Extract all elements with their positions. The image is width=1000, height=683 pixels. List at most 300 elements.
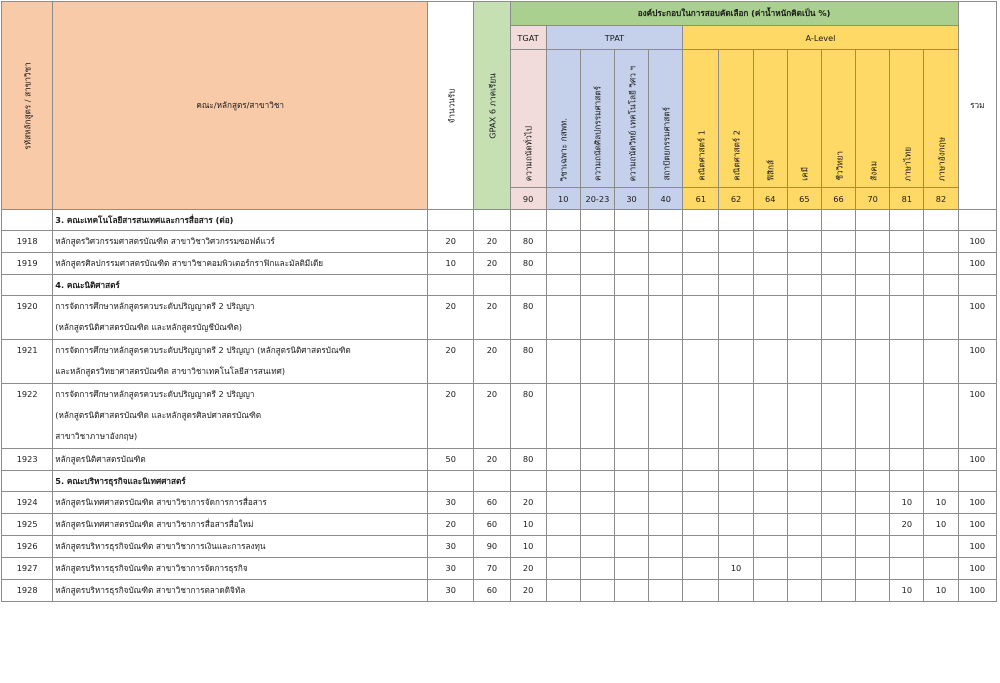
subject-weight <box>614 296 648 340</box>
subject-label: ความถนัดทั่วไป <box>523 125 534 181</box>
header-subject <box>510 50 546 188</box>
subject-weight <box>856 384 890 449</box>
total-weight: 100 <box>958 580 996 602</box>
subject-weight <box>821 231 855 253</box>
subject-weight <box>614 492 648 514</box>
table-row <box>2 492 997 514</box>
header-program-name: คณะ/หลักสูตร/สาขาวิชา <box>53 2 428 210</box>
section-empty-cell <box>719 275 753 296</box>
subject-weight <box>821 580 855 602</box>
subject-weight <box>580 558 614 580</box>
header-subject <box>753 50 787 188</box>
subject-weight <box>821 253 855 275</box>
header-subject <box>924 50 958 188</box>
program-code: 1923 <box>2 449 53 471</box>
subject-weight <box>614 253 648 275</box>
section-empty-cell <box>890 210 924 231</box>
section-row <box>2 471 997 492</box>
program-name <box>53 340 428 384</box>
subject-weight <box>683 449 719 471</box>
subject-weight <box>753 492 787 514</box>
section-empty-cell <box>510 275 546 296</box>
header-subject <box>683 50 719 188</box>
table-row <box>2 558 997 580</box>
section-empty-cell <box>683 275 719 296</box>
subject-weight <box>614 340 648 384</box>
header-subject-code: 10 <box>546 188 580 210</box>
subject-weight <box>546 536 580 558</box>
subject-weight: 10 <box>890 492 924 514</box>
header-subject-code: 64 <box>753 188 787 210</box>
subject-weight: 80 <box>510 296 546 340</box>
header-subject-code: 40 <box>649 188 683 210</box>
table-row <box>2 514 997 536</box>
subject-weight: 20 <box>510 558 546 580</box>
subject-weight <box>753 384 787 449</box>
subject-weight <box>580 231 614 253</box>
subject-weight <box>719 536 753 558</box>
subject-weight <box>683 580 719 602</box>
header-tgat: TGAT <box>510 26 546 50</box>
total-weight: 100 <box>958 514 996 536</box>
subject-weight <box>890 384 924 449</box>
header-subject-code: 82 <box>924 188 958 210</box>
total-weight: 100 <box>958 492 996 514</box>
subject-weight <box>649 558 683 580</box>
section-empty-cell <box>428 471 474 492</box>
quota-value: 20 <box>428 340 474 384</box>
subject-weight <box>821 296 855 340</box>
subject-weight <box>753 449 787 471</box>
subject-weight <box>683 231 719 253</box>
program-name-line: สาขาวิชาภาษาอังกฤษ) <box>55 431 138 441</box>
subject-weight <box>856 558 890 580</box>
gpax-weight: 60 <box>474 514 510 536</box>
program-name-line: และหลักสูตรวิทยาศาสตรบัณฑิต สาขาวิชาเทคโนโลยีสารสนเทศ) <box>55 366 286 376</box>
subject-weight <box>580 340 614 384</box>
subject-weight <box>683 558 719 580</box>
section-empty-cell <box>614 275 648 296</box>
subject-weight <box>546 340 580 384</box>
subject-weight <box>683 384 719 449</box>
quota-value: 30 <box>428 558 474 580</box>
subject-weight <box>546 449 580 471</box>
section-empty-cell <box>683 471 719 492</box>
subject-weight <box>649 296 683 340</box>
total-weight: 100 <box>958 231 996 253</box>
gpax-weight: 20 <box>474 253 510 275</box>
subject-weight <box>787 580 821 602</box>
header-subject-code: 20-23 <box>580 188 614 210</box>
section-empty-cell <box>546 210 580 231</box>
subject-weight <box>719 296 753 340</box>
gpax-weight: 60 <box>474 580 510 602</box>
program-name-line: การจัดการศึกษาหลักสูตรควบระดับปริญญาตรี 2 ปริญญา <box>55 389 255 399</box>
subject-weight <box>753 580 787 602</box>
subject-weight <box>683 492 719 514</box>
section-empty-cell <box>821 471 855 492</box>
subject-weight: 80 <box>510 340 546 384</box>
section-empty-cell <box>821 210 855 231</box>
subject-weight <box>856 231 890 253</box>
subject-weight <box>821 384 855 449</box>
subject-weight <box>924 384 958 449</box>
subject-weight <box>787 558 821 580</box>
section-empty-cell <box>649 210 683 231</box>
section-title: 4. คณะนิติศาสตร์ <box>53 275 428 296</box>
subject-weight <box>719 231 753 253</box>
program-code: 1928 <box>2 580 53 602</box>
subject-weight <box>753 231 787 253</box>
section-code-cell <box>2 471 53 492</box>
subject-weight <box>614 449 648 471</box>
section-empty-cell <box>821 275 855 296</box>
program-name-line: หลักสูตรบริหารธุรกิจบัณฑิต สาขาวิชาการตลาดดิจิทัล <box>55 585 246 595</box>
subject-weight <box>649 514 683 536</box>
quota-value: 10 <box>428 253 474 275</box>
subject-weight <box>719 514 753 536</box>
program-code: 1924 <box>2 492 53 514</box>
subject-weight <box>614 231 648 253</box>
subject-weight <box>753 253 787 275</box>
subject-label: ชีววิทยา <box>834 151 845 181</box>
gpax-weight: 60 <box>474 492 510 514</box>
table-row <box>2 449 997 471</box>
subject-weight <box>787 449 821 471</box>
subject-weight <box>856 492 890 514</box>
program-name <box>53 536 428 558</box>
subject-weight <box>614 580 648 602</box>
program-name-line: (หลักสูตรนิติศาสตรบัณฑิต และหลักสูตรศิลปศาสตรบัณฑิต <box>55 410 262 420</box>
subject-weight <box>546 253 580 275</box>
program-name <box>53 492 428 514</box>
subject-weight <box>821 536 855 558</box>
subject-weight: 10 <box>924 580 958 602</box>
subject-weight <box>753 536 787 558</box>
gpax-weight: 20 <box>474 340 510 384</box>
program-name-line: การจัดการศึกษาหลักสูตรควบระดับปริญญาตรี 2 ปริญญา (หลักสูตรนิติศาสตรบัณฑิต <box>55 345 351 355</box>
subject-weight <box>821 340 855 384</box>
program-code: 1922 <box>2 384 53 449</box>
section-empty-cell <box>719 210 753 231</box>
subject-weight <box>546 231 580 253</box>
section-row <box>2 275 997 296</box>
section-empty-cell <box>753 275 787 296</box>
subject-weight <box>719 580 753 602</box>
subject-weight <box>890 231 924 253</box>
gpax-weight: 70 <box>474 558 510 580</box>
subject-weight <box>753 558 787 580</box>
header-subject <box>890 50 924 188</box>
quota-value: 30 <box>428 492 474 514</box>
subject-weight <box>546 580 580 602</box>
section-empty-cell <box>428 275 474 296</box>
subject-weight <box>787 384 821 449</box>
section-empty-cell <box>787 275 821 296</box>
quota-value: 20 <box>428 296 474 340</box>
subject-weight <box>546 558 580 580</box>
header-subject-code: 81 <box>890 188 924 210</box>
subject-weight <box>580 449 614 471</box>
header-subject-code: 66 <box>821 188 855 210</box>
subject-weight <box>580 384 614 449</box>
section-title: 5. คณะบริหารธุรกิจและนิเทศศาสตร์ <box>53 471 428 492</box>
program-code: 1925 <box>2 514 53 536</box>
subject-weight <box>890 558 924 580</box>
subject-weight: 10 <box>510 514 546 536</box>
program-name <box>53 231 428 253</box>
quota-value: 20 <box>428 384 474 449</box>
program-code: 1919 <box>2 253 53 275</box>
program-name-line: การจัดการศึกษาหลักสูตรควบระดับปริญญาตรี 2 ปริญญา <box>55 301 255 311</box>
subject-weight <box>580 492 614 514</box>
subject-weight <box>649 580 683 602</box>
table-row <box>2 384 997 449</box>
subject-weight: 10 <box>719 558 753 580</box>
subject-weight: 10 <box>890 580 924 602</box>
subject-weight <box>856 340 890 384</box>
subject-weight: 80 <box>510 384 546 449</box>
section-empty-cell <box>580 275 614 296</box>
subject-weight <box>546 514 580 536</box>
quota-value: 20 <box>428 514 474 536</box>
subject-label: เคมี <box>799 167 810 181</box>
program-code: 1918 <box>2 231 53 253</box>
subject-weight <box>890 536 924 558</box>
subject-weight <box>580 580 614 602</box>
total-weight: 100 <box>958 536 996 558</box>
section-empty-cell <box>856 471 890 492</box>
table-row <box>2 231 997 253</box>
subject-label: ฟิสิกส์ <box>765 160 776 181</box>
subject-weight <box>856 449 890 471</box>
subject-weight <box>649 536 683 558</box>
program-name-line: (หลักสูตรนิติศาสตรบัณฑิต และหลักสูตรบัญชีบัณฑิต) <box>55 322 243 332</box>
section-empty-cell <box>683 210 719 231</box>
subject-weight <box>719 253 753 275</box>
section-empty-cell <box>614 471 648 492</box>
subject-weight <box>924 558 958 580</box>
subject-weight <box>649 253 683 275</box>
section-code-cell <box>2 210 53 231</box>
subject-weight <box>580 514 614 536</box>
header-subject-code: 90 <box>510 188 546 210</box>
subject-label: ความถนัดวิทย์ เทคโนโลยี วิศว ฯ <box>627 65 638 181</box>
subject-weight <box>787 296 821 340</box>
section-empty-cell <box>924 210 958 231</box>
table-row <box>2 536 997 558</box>
program-name-line: หลักสูตรนิติศาสตรบัณฑิต <box>55 454 146 464</box>
section-empty-cell <box>890 275 924 296</box>
subject-label: ความถนัดศิลปกรรมศาสตร์ <box>592 85 603 181</box>
subject-weight <box>649 449 683 471</box>
section-empty-cell <box>546 471 580 492</box>
section-empty-cell <box>753 471 787 492</box>
subject-weight <box>890 253 924 275</box>
subject-weight <box>890 449 924 471</box>
header-subject-code: 61 <box>683 188 719 210</box>
header-code: รหัสหลักสูตร / สาขาวิชา <box>2 2 53 210</box>
program-name <box>53 253 428 275</box>
subject-weight <box>924 449 958 471</box>
subject-weight <box>649 340 683 384</box>
subject-weight <box>614 558 648 580</box>
subject-weight <box>580 253 614 275</box>
table-row <box>2 253 997 275</box>
subject-weight <box>719 492 753 514</box>
header-subject-code: 65 <box>787 188 821 210</box>
subject-weight: 20 <box>510 580 546 602</box>
section-title: 3. คณะเทคโนโลยีสารสนเทศและการสื่อสาร (ต่อ) <box>53 210 428 231</box>
table-row <box>2 580 997 602</box>
section-empty-cell <box>787 210 821 231</box>
table-row <box>2 296 997 340</box>
section-empty-cell <box>510 210 546 231</box>
subject-weight <box>856 253 890 275</box>
total-weight: 100 <box>958 384 996 449</box>
section-empty-cell <box>856 275 890 296</box>
subject-label: สถาปัตยกรรมศาสตร์ <box>661 107 672 181</box>
header-components: องค์ประกอบในการสอบคัดเลือก (ค่าน้ำหนักคิดเป็น %) <box>510 2 958 26</box>
subject-weight <box>890 296 924 340</box>
subject-weight <box>787 340 821 384</box>
subject-weight: 10 <box>924 514 958 536</box>
header-subject <box>649 50 683 188</box>
subject-weight <box>614 536 648 558</box>
program-name <box>53 580 428 602</box>
section-empty-cell <box>510 471 546 492</box>
subject-weight <box>821 514 855 536</box>
program-name-line: หลักสูตรบริหารธุรกิจบัณฑิต สาขาวิชาการเงินและการลงทุน <box>55 541 266 551</box>
section-empty-cell <box>719 471 753 492</box>
section-code-cell <box>2 275 53 296</box>
quota-value: 50 <box>428 449 474 471</box>
subject-weight <box>924 296 958 340</box>
program-name <box>53 384 428 449</box>
subject-weight <box>924 536 958 558</box>
section-empty-cell <box>546 275 580 296</box>
program-name-line: หลักสูตรนิเทศศาสตรบัณฑิต สาขาวิชาการจัดการการสื่อสาร <box>55 497 267 507</box>
quota-value: 30 <box>428 580 474 602</box>
subject-weight <box>787 492 821 514</box>
admission-weight-table <box>1 1 997 602</box>
subject-weight: 10 <box>924 492 958 514</box>
section-empty-cell <box>924 275 958 296</box>
subject-weight: 20 <box>890 514 924 536</box>
subject-weight <box>821 492 855 514</box>
subject-weight <box>649 492 683 514</box>
section-empty-cell <box>753 210 787 231</box>
section-empty-cell <box>958 275 996 296</box>
section-row <box>2 210 997 231</box>
header-subject <box>614 50 648 188</box>
header-subject <box>821 50 855 188</box>
header-tpat: TPAT <box>546 26 683 50</box>
subject-weight <box>821 558 855 580</box>
program-name-line: หลักสูตรนิเทศศาสตรบัณฑิต สาขาวิชาการสื่อสารสื่อใหม่ <box>55 519 254 529</box>
subject-weight: 20 <box>510 492 546 514</box>
section-empty-cell <box>614 210 648 231</box>
subject-weight <box>856 536 890 558</box>
subject-weight <box>890 340 924 384</box>
subject-label: คณิตศาสตร์ 1 <box>696 130 707 181</box>
program-code: 1921 <box>2 340 53 384</box>
program-code: 1927 <box>2 558 53 580</box>
program-name <box>53 296 428 340</box>
subject-weight <box>924 253 958 275</box>
header-subject <box>580 50 614 188</box>
subject-weight <box>683 253 719 275</box>
section-empty-cell <box>856 210 890 231</box>
header-subject-code: 30 <box>614 188 648 210</box>
subject-label: ภาษาอังกฤษ <box>936 136 947 181</box>
gpax-weight: 20 <box>474 384 510 449</box>
subject-label: สังคม <box>868 161 879 181</box>
subject-weight: 80 <box>510 231 546 253</box>
header-subject <box>787 50 821 188</box>
section-empty-cell <box>474 210 510 231</box>
subject-weight <box>580 536 614 558</box>
program-name <box>53 449 428 471</box>
subject-weight <box>787 231 821 253</box>
table-row <box>2 340 997 384</box>
subject-weight <box>683 296 719 340</box>
program-name <box>53 558 428 580</box>
header-gpax: GPAX 6 ภาคเรียน <box>474 2 510 210</box>
subject-weight <box>856 580 890 602</box>
subject-weight <box>546 296 580 340</box>
total-weight: 100 <box>958 449 996 471</box>
total-weight: 100 <box>958 340 996 384</box>
header-subject <box>546 50 580 188</box>
subject-weight <box>787 514 821 536</box>
quota-value: 20 <box>428 231 474 253</box>
subject-weight <box>719 384 753 449</box>
subject-weight <box>580 296 614 340</box>
section-empty-cell <box>649 471 683 492</box>
gpax-weight: 20 <box>474 231 510 253</box>
program-code: 1920 <box>2 296 53 340</box>
header-alevel: A-Level <box>683 26 958 50</box>
subject-weight <box>614 514 648 536</box>
program-name-line: หลักสูตรบริหารธุรกิจบัณฑิต สาขาวิชาการจัดการธุรกิจ <box>55 563 248 573</box>
header-quota: จำนวนรับ <box>428 2 474 210</box>
subject-weight <box>753 296 787 340</box>
subject-weight <box>787 536 821 558</box>
subject-label: วิชาเฉพาะ กสพท. <box>558 117 569 181</box>
subject-weight <box>683 536 719 558</box>
header-subject <box>856 50 890 188</box>
subject-weight <box>719 340 753 384</box>
subject-weight <box>856 514 890 536</box>
section-empty-cell <box>428 210 474 231</box>
subject-weight <box>546 492 580 514</box>
section-empty-cell <box>474 275 510 296</box>
section-empty-cell <box>958 471 996 492</box>
subject-weight: 10 <box>510 536 546 558</box>
program-name-line: หลักสูตรศิลปกรรมศาสตรบัณฑิต สาขาวิชาคอมพิวเตอร์กราฟิกและมัลติมีเดีย <box>55 258 324 268</box>
gpax-weight: 90 <box>474 536 510 558</box>
subject-weight <box>821 449 855 471</box>
subject-weight <box>614 384 648 449</box>
header-total: รวม <box>958 2 996 210</box>
quota-value: 30 <box>428 536 474 558</box>
program-name-line: หลักสูตรวิศวกรรมศาสตรบัณฑิต สาขาวิชาวิศวกรรมซอฟต์แวร์ <box>55 236 275 246</box>
subject-weight <box>683 514 719 536</box>
header-subject-code: 62 <box>719 188 753 210</box>
subject-weight <box>649 384 683 449</box>
subject-weight <box>649 231 683 253</box>
